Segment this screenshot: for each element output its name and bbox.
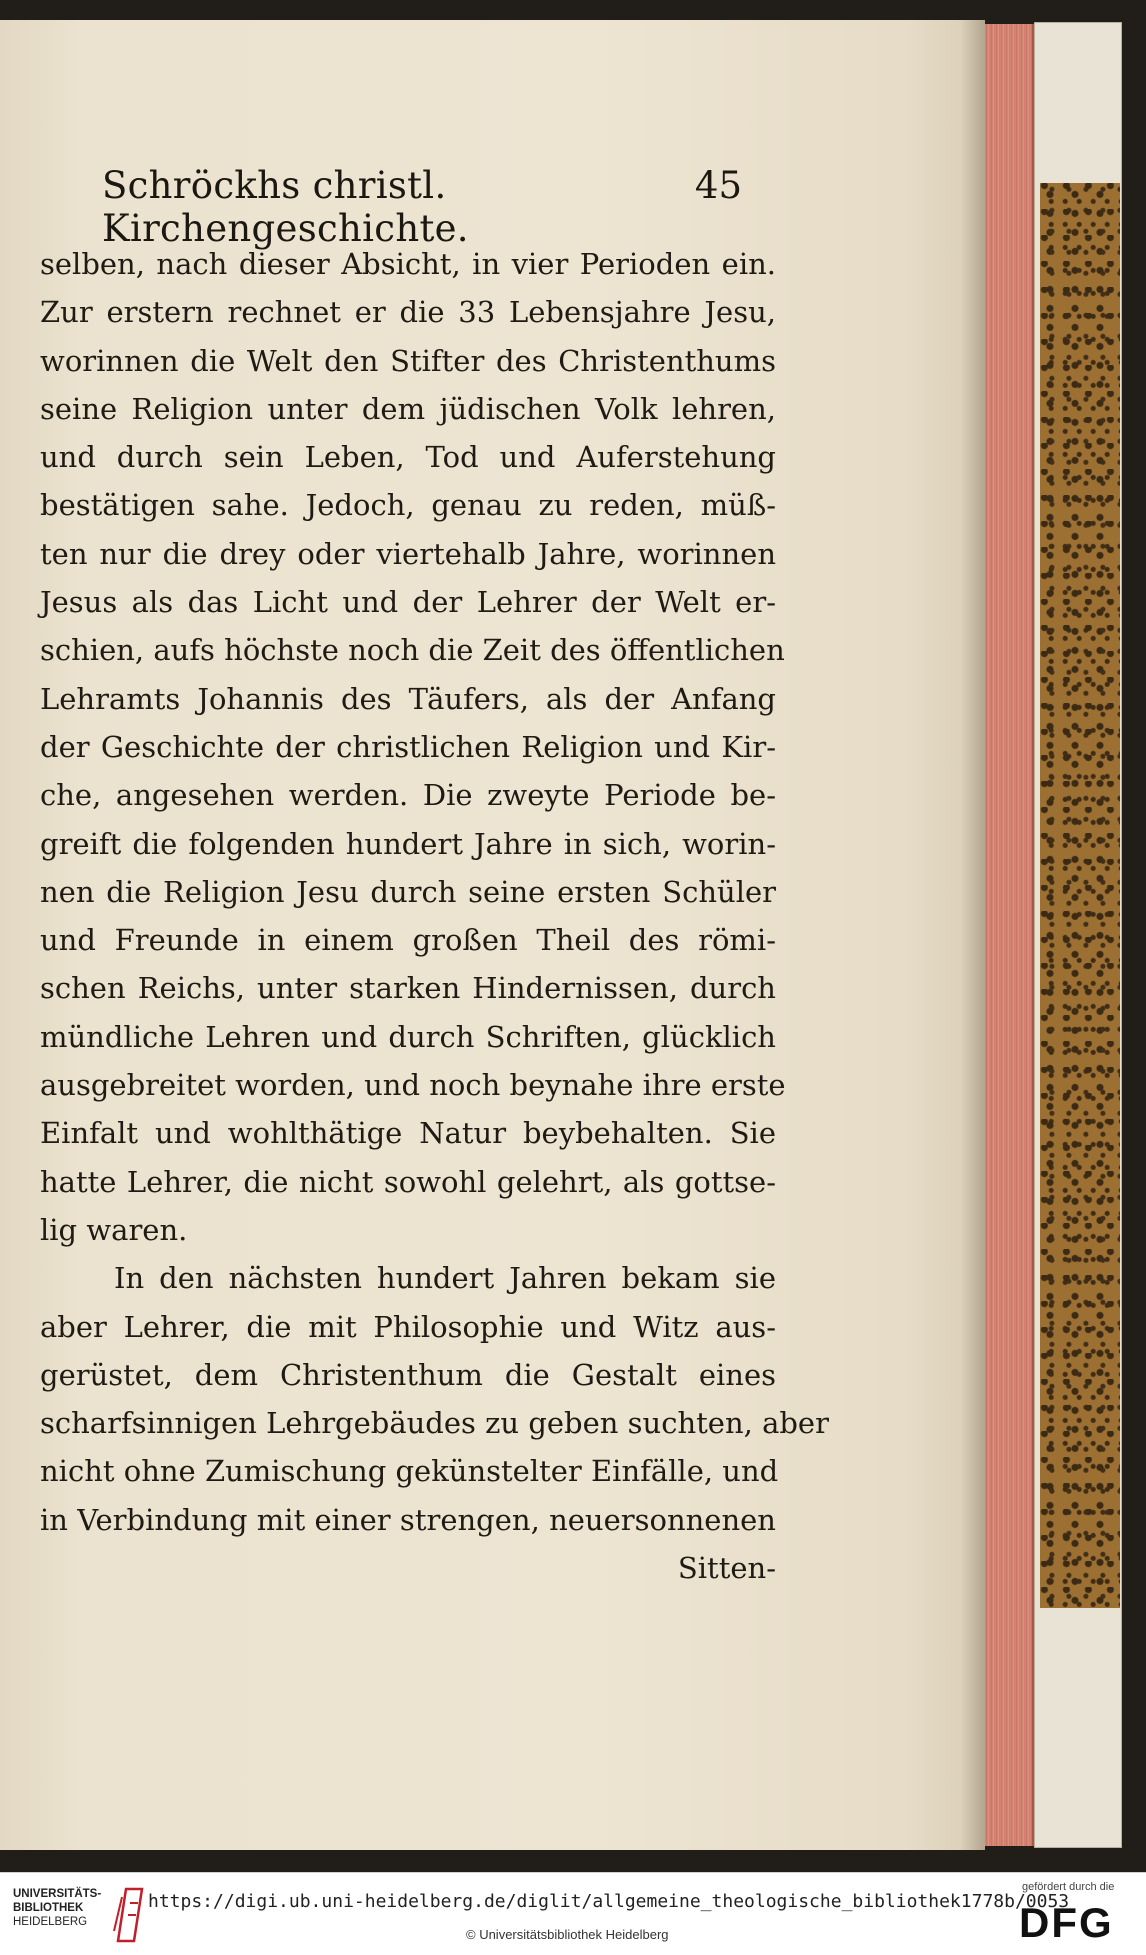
text-line: und durch sein Leben, Tod und Auferstehung — [40, 440, 776, 475]
library-logo-text[interactable] — [13, 1887, 101, 1929]
text-line: mündliche Lehren und durch Schriften, glücklich — [40, 1019, 776, 1054]
copyright-notice: © Universitätsbibliothek Heidelberg — [466, 1927, 669, 1942]
viewer-footer — [0, 1872, 1146, 1955]
text-line: aber Lehrer, die mit Philosophie und Witz aus- — [40, 1309, 776, 1344]
text-line: nen die Religion Jesu durch seine ersten Schüler — [40, 874, 776, 909]
paragraph-first-line: In den nächsten hundert Jahren bekam sie — [114, 1261, 776, 1296]
text-line: seine Religion unter dem jüdischen Volk lehren, — [40, 391, 776, 426]
text-line: lig waren. — [40, 1212, 188, 1247]
library-name-line: BIBLIOTHEK — [13, 1902, 84, 1914]
red-page-edges — [985, 24, 1034, 1846]
library-name-line: UNIVERSITÄTS- — [13, 1888, 102, 1900]
page-gutter-shadow — [960, 20, 986, 1850]
text-line: che, angesehen werden. Die zweyte Periode be- — [40, 778, 776, 813]
text-line: scharfsinnigen Lehrgebäudes zu geben suchten, aber — [40, 1406, 829, 1441]
library-name-line: HEIDELBERG — [13, 1916, 88, 1928]
text-line: greift die folgenden hundert Jahre in sich, worin- — [40, 826, 776, 861]
catchword: Sitten- — [677, 1551, 776, 1586]
text-line: selben, nach dieser Absicht, in vier Perioden ein. — [40, 247, 776, 281]
text-line: bestätigen sahe. Jedoch, genau zu reden, müß- — [40, 488, 776, 523]
text-line: hatte Lehrer, die nicht sowohl gelehrt, als gottse- — [40, 1164, 776, 1199]
text-line: Zur erstern rechnet er die 33 Lebensjahre Jesu, — [40, 295, 776, 330]
running-title: Schröckhs christl. Kirchengeschichte. — [102, 164, 469, 250]
text-line: Lehramts Johannis des Täufers, als der Anfang — [40, 681, 776, 716]
text-line: Jesus als das Licht und der Lehrer der Welt er- — [40, 585, 776, 620]
text-line: in Verbindung mit einer strengen, neuersonnenen — [40, 1502, 776, 1537]
text-line: schen Reichs, unter starken Hindernissen, durch — [40, 971, 776, 1006]
text-line: der Geschichte der christlichen Religion und Kir- — [40, 729, 776, 764]
text-line: gerüstet, dem Christenthum die Gestalt eines — [40, 1357, 776, 1392]
page-number: 45 — [694, 164, 742, 207]
text-line: nicht ohne Zumischung gekünstelter Einfälle, und — [40, 1454, 779, 1489]
dfg-logo[interactable]: DFG — [1019, 1899, 1114, 1946]
body-text — [40, 240, 829, 1592]
library-logo-icon[interactable] — [112, 1881, 148, 1947]
permalink-url[interactable]: https://digi.ub.uni-heidelberg.de/diglit/allgemeine_theologische_bibliothek1778b/0053 — [148, 1891, 1070, 1912]
funding-label: gefördert durch die — [1022, 1881, 1115, 1893]
marbled-cover-paper — [1040, 183, 1120, 1608]
text-line: und Freunde in einem großen Theil des römi- — [40, 923, 776, 958]
text-line: ten nur die drey oder viertehalb Jahre, worinnen — [40, 536, 776, 571]
text-line: schien, aufs höchste noch die Zeit des öffentlichen — [40, 633, 785, 668]
text-line: ausgebreitet worden, und noch beynahe ihre erste — [40, 1068, 786, 1103]
text-line: worinnen die Welt den Stifter des Christenthums — [40, 343, 776, 378]
running-header — [102, 158, 742, 250]
text-line: Einfalt und wohlthätige Natur beybehalten. Sie — [40, 1116, 776, 1151]
